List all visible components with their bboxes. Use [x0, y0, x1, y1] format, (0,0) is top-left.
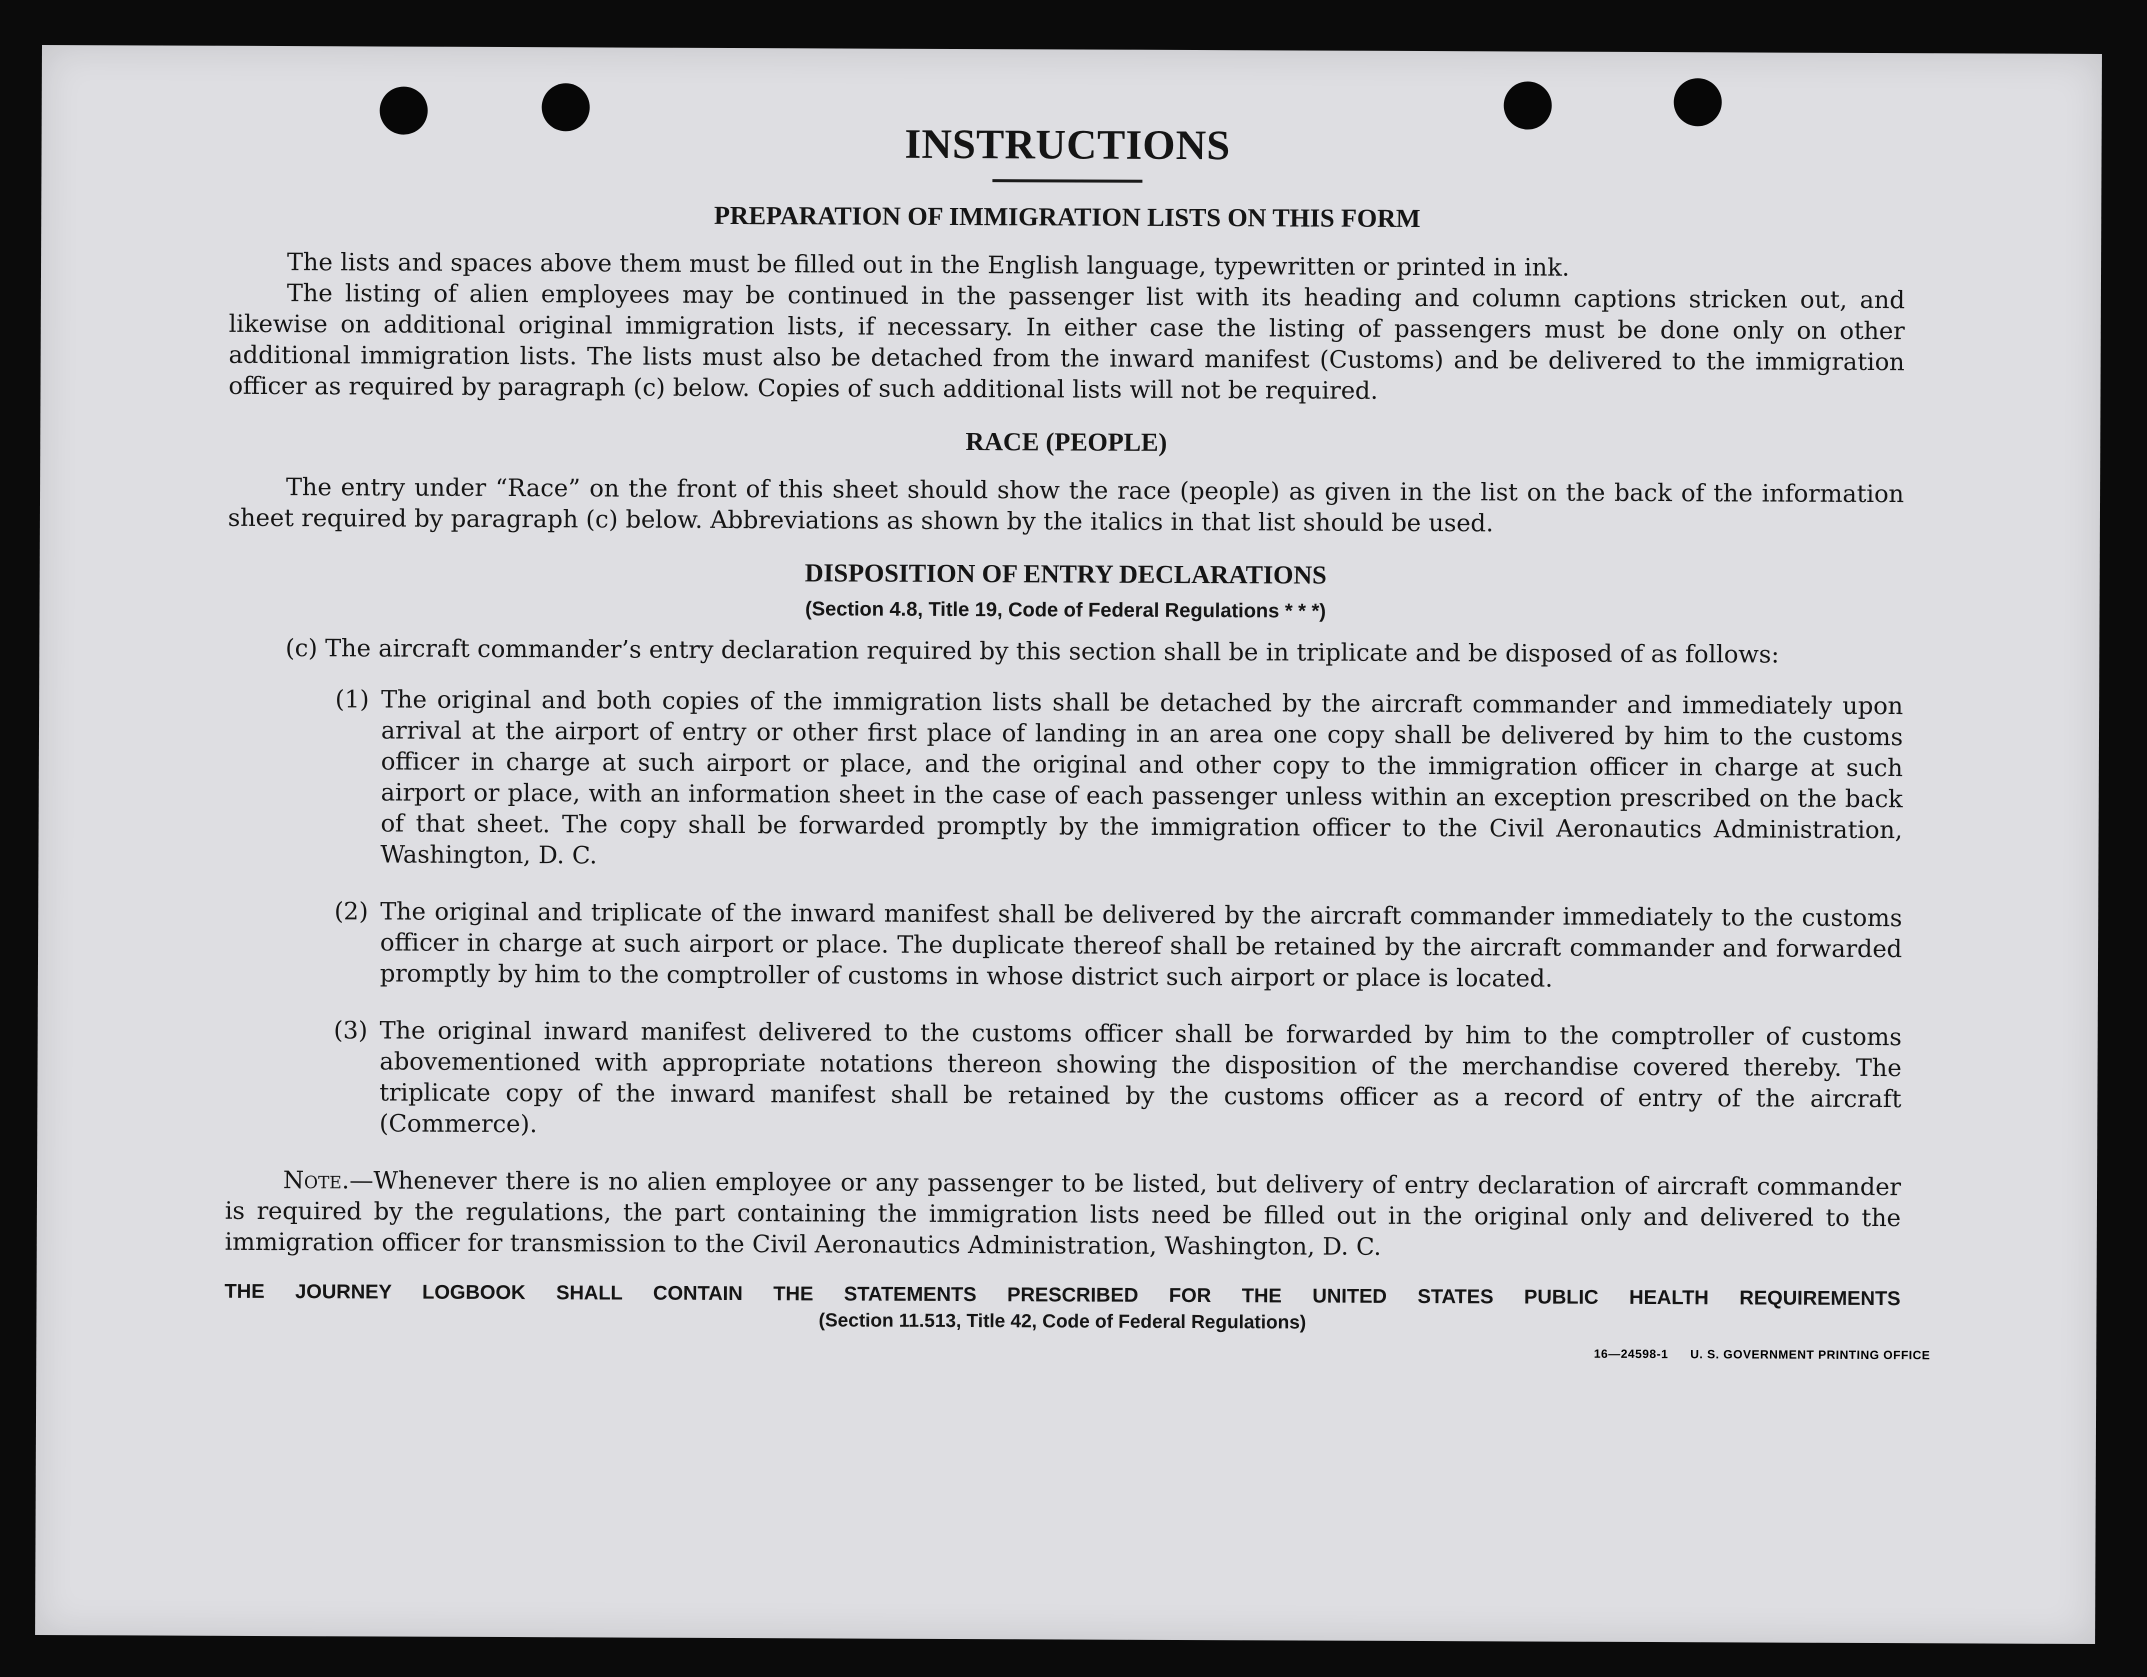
print-code: [1594, 1347, 1930, 1362]
note-text: —Whenever there is no alien employee or any passenger to be listed, but delivery of entry declaration of aircraft commander is required by the regulations, the part containing the immigration lists need be filled out in the original only and delivered to the immigration officer for transmission to the Civil Aeronautics Administration, Washington, D. C.: [224, 1166, 1902, 1261]
paragraph-prep-2: The listing of alien employees may be continued in the passenger list with its heading and column captions stricken out, and likewise on additional original immigration lists, if necessary. In either case the listing of passengers must be done only on other additional immigration lists. The lists must also be detached from the inward manifest (Customs) and be delivered to the immigration officer as required by paragraph (c) below. Copies of such additional lists will not be required.: [228, 279, 1905, 405]
punch-hole: [1674, 78, 1722, 126]
list-item-text: The original and both copies of the immigration lists shall be detached by the aircraft commander and immediately upon arrival at the airport of entry or other first place of landing in an area one copy shall be delivered by him to the customs officer in charge at such airport or place, and the original and other copy to the immigration officer in charge at such airport or place, with an information sheet in the case of each passenger unless within an exception prescribed on the back of that sheet. The copy shall be forwarded promptly by the immigration officer to the Civil Aeronautics Administration, Washington, D. C.: [380, 685, 1904, 870]
list-item-text: The original inward manifest delivered to the customs officer shall be forwarded by him to the comptroller of customs abovementioned with appropriate notations thereon showing the disposition of the merchandise covered thereby. The triplicate copy of the inward manifest shall be retained by the customs officer as a record of entry of the aircraft (Commerce).: [379, 1016, 1902, 1139]
note-label: Note.: [282, 1166, 350, 1195]
list-item-number: (3): [333, 1016, 368, 1045]
punch-hole: [1504, 81, 1552, 129]
page-title: INSTRUCTIONS: [904, 121, 1231, 170]
title-rule: [992, 179, 1142, 183]
list-item: [334, 684, 1903, 877]
list-item-text: The original and triplicate of the inward manifest shall be delivered by the aircraft commander immediately to the customs officer in charge at such airport or place. The duplicate thereof shall be retained by the aircraft commander and forwarded promptly by him to the comptroller of customs in whose district such airport or place is located.: [379, 897, 1903, 993]
form-number: 16—24598-1: [1593, 1346, 1669, 1362]
heading-race: RACE (PEOPLE): [965, 427, 1168, 457]
list-item: [333, 1015, 1902, 1146]
paragraph-note: [225, 1165, 1901, 1265]
paragraph-prep-1: The lists and spaces above them must be filled out in the English language, typewritten or printed in ink.: [286, 248, 1570, 282]
health-requirements-citation: (Section 11.513, Title 42, Code of Federal Regulations): [818, 1310, 1307, 1334]
printer-name: U. S. GOVERNMENT PRINTING OFFICE: [1690, 1347, 1931, 1363]
document-page: [35, 45, 2102, 1644]
heading-preparation: PREPARATION OF IMMIGRATION LISTS ON THIS FORM: [713, 200, 1421, 234]
instructions-content: [224, 118, 1905, 1339]
health-requirements-statement: THE JOURNEY LOGBOOK SHALL CONTAIN THE STATEMENTS PRESCRIBED FOR THE UNITED STATES PUBLIC HEALTH REQUIREMENTS: [224, 1280, 1901, 1311]
list-item: [334, 896, 1902, 996]
heading-disposition: DISPOSITION OF ENTRY DECLARATIONS: [804, 558, 1327, 590]
disposition-citation: (Section 4.8, Title 19, Code of Federal Regulations * * *): [805, 598, 1327, 623]
paragraph-race: The entry under “Race” on the front of this sheet should show the race (people) as given in the list on the back of the information sheet required by paragraph (c) below. Abbreviations as shown by the italics in that list should be used.: [227, 473, 1905, 538]
list-item-number: (2): [334, 897, 369, 926]
paragraph-disposition-intro: (c) The aircraft commander’s entry declaration required by this section shall be in triplicate and be disposed of as follows:: [285, 634, 1780, 669]
list-item-number: (1): [335, 685, 370, 714]
